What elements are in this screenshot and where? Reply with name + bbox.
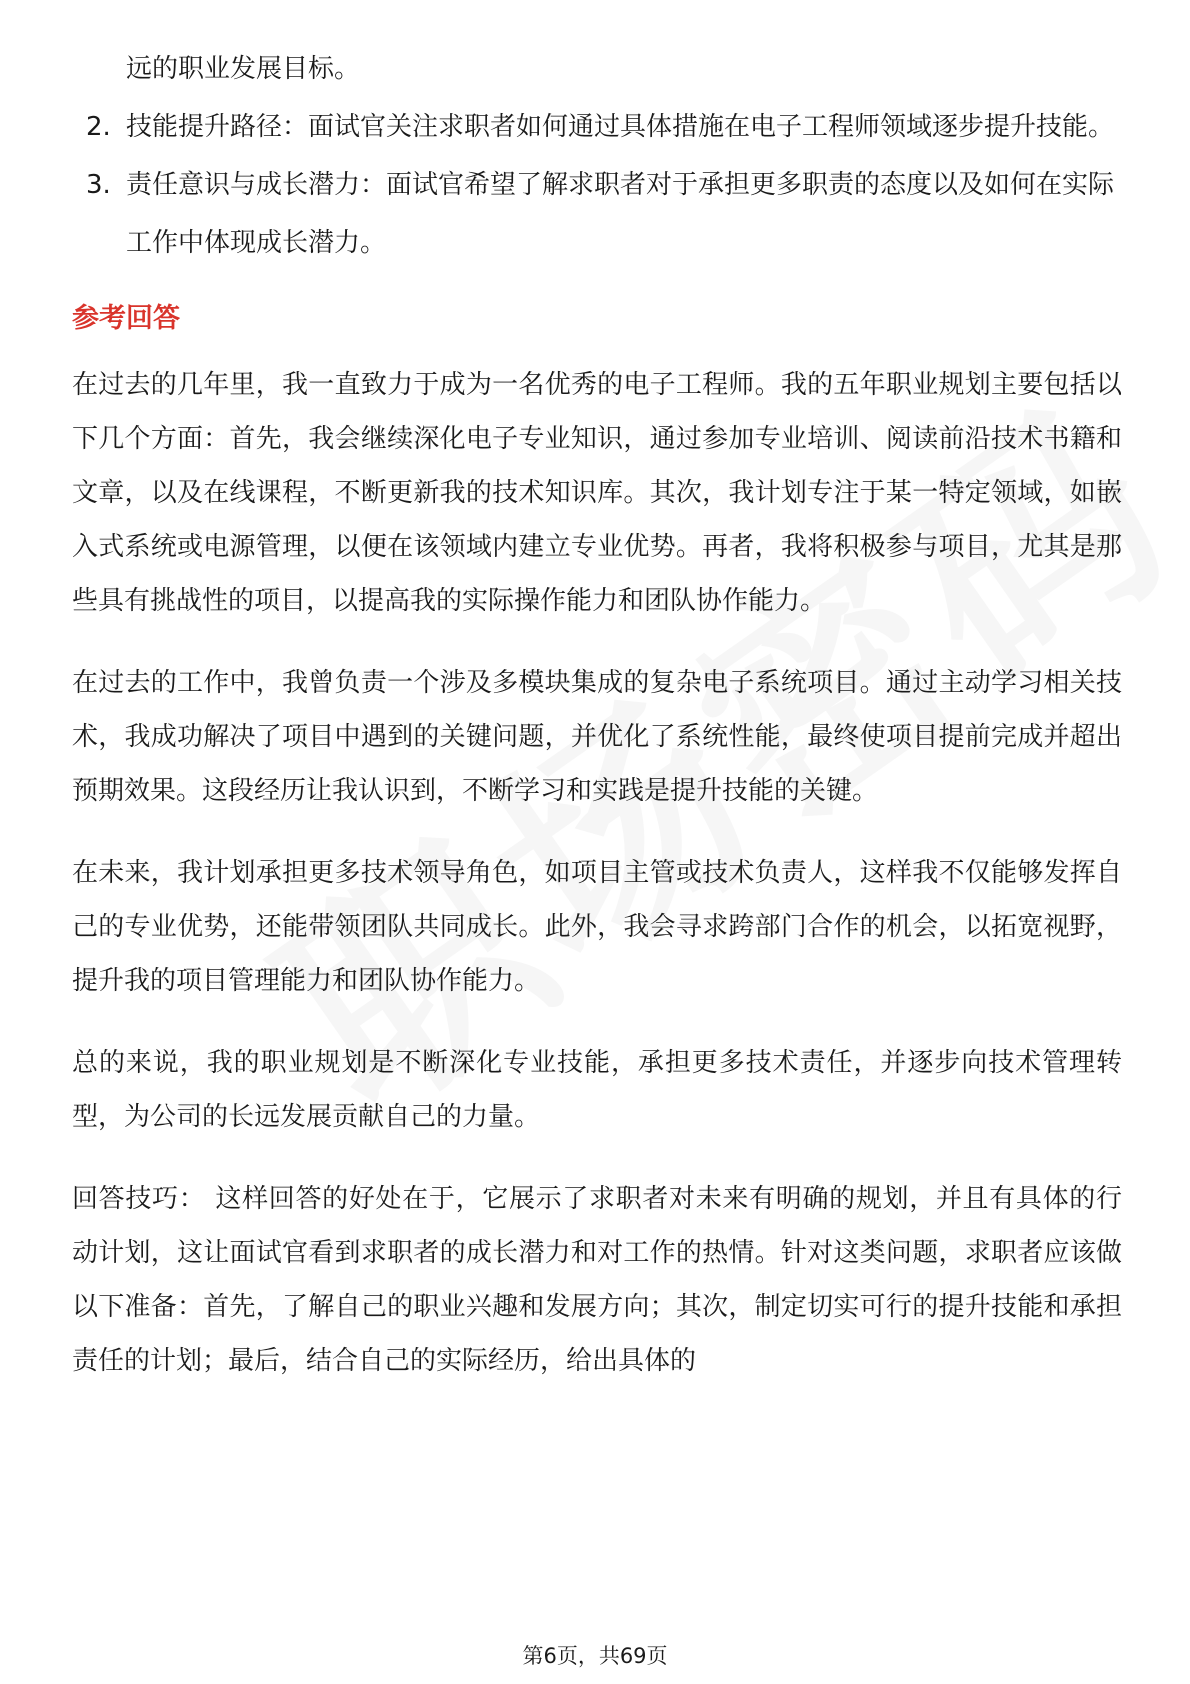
tips-label: 回答技巧： <box>72 1184 206 1214</box>
tips-text: 这样回答的好处在于，它展示了求职者对未来有明确的规划，并且有具体的行动计划，这让面试官看到求职者的成长潜力和对工作的热情。针对这类问题，求职者应该做以下准备：首先，了解自己的职业兴趣和发展方向；其次，制定切实可行的提升技能和承担责任的计划；最后，结合自己的实际经历，给出具体的 <box>72 1184 1122 1376</box>
list-item-text: 技能提升路径：面试官关注求职者如何通过具体措施在电子工程师领域逐步提升技能。 <box>126 112 1115 142</box>
section-heading: 参考回答 <box>72 303 180 334</box>
list-item-text: 责任意识与成长潜力：面试官希望了解求职者对于承担更多职责的态度以及如何在实际工作中体现成长潜力。 <box>126 170 1115 258</box>
list-item <box>72 98 1122 156</box>
answer-paragraph: 在未来，我计划承担更多技术领导角色，如项目主管或技术负责人，这样我不仅能够发挥自己的专业优势，还能带领团队共同成长。此外，我会寻求跨部门合作的机会，以拓宽视野，提升我的项目管理能力和团队协作能力。 <box>72 858 1122 996</box>
list-item <box>72 156 1122 272</box>
answer-paragraph: 总的来说，我的职业规划是不断深化专业技能，承担更多技术责任，并逐步向技术管理转型，为公司的长远发展贡献自己的力量。 <box>72 1048 1122 1132</box>
page-content <box>72 40 1122 1416</box>
tips-paragraph <box>72 1172 1122 1388</box>
list-item-continuation: 远的职业发展目标。 <box>126 54 361 84</box>
answer-paragraph: 在过去的几年里，我一直致力于成为一名优秀的电子工程师。我的五年职业规划主要包括以下几个方面：首先，我会继续深化电子专业知识，通过参加专业培训、阅读前沿技术书籍和文章，以及在线课程，不断更新我的技术知识库。其次，我计划专注于某一特定领域，如嵌入式系统或电源管理，以便在该领域内建立专业优势。再者，我将积极参与项目，尤其是那些具有挑战性的项目，以提高我的实际操作能力和团队协作能力。 <box>72 370 1122 616</box>
list-number: 3. <box>86 170 111 200</box>
page-footer: 第6页，共69页 <box>522 1644 668 1668</box>
criteria-list <box>72 98 1122 272</box>
list-number: 2. <box>86 112 111 142</box>
answer-paragraph: 在过去的工作中，我曾负责一个涉及多模块集成的复杂电子系统项目。通过主动学习相关技术，我成功解决了项目中遇到的关键问题，并优化了系统性能，最终使项目提前完成并超出预期效果。这段经历让我认识到，不断学习和实践是提升技能的关键。 <box>72 668 1122 806</box>
